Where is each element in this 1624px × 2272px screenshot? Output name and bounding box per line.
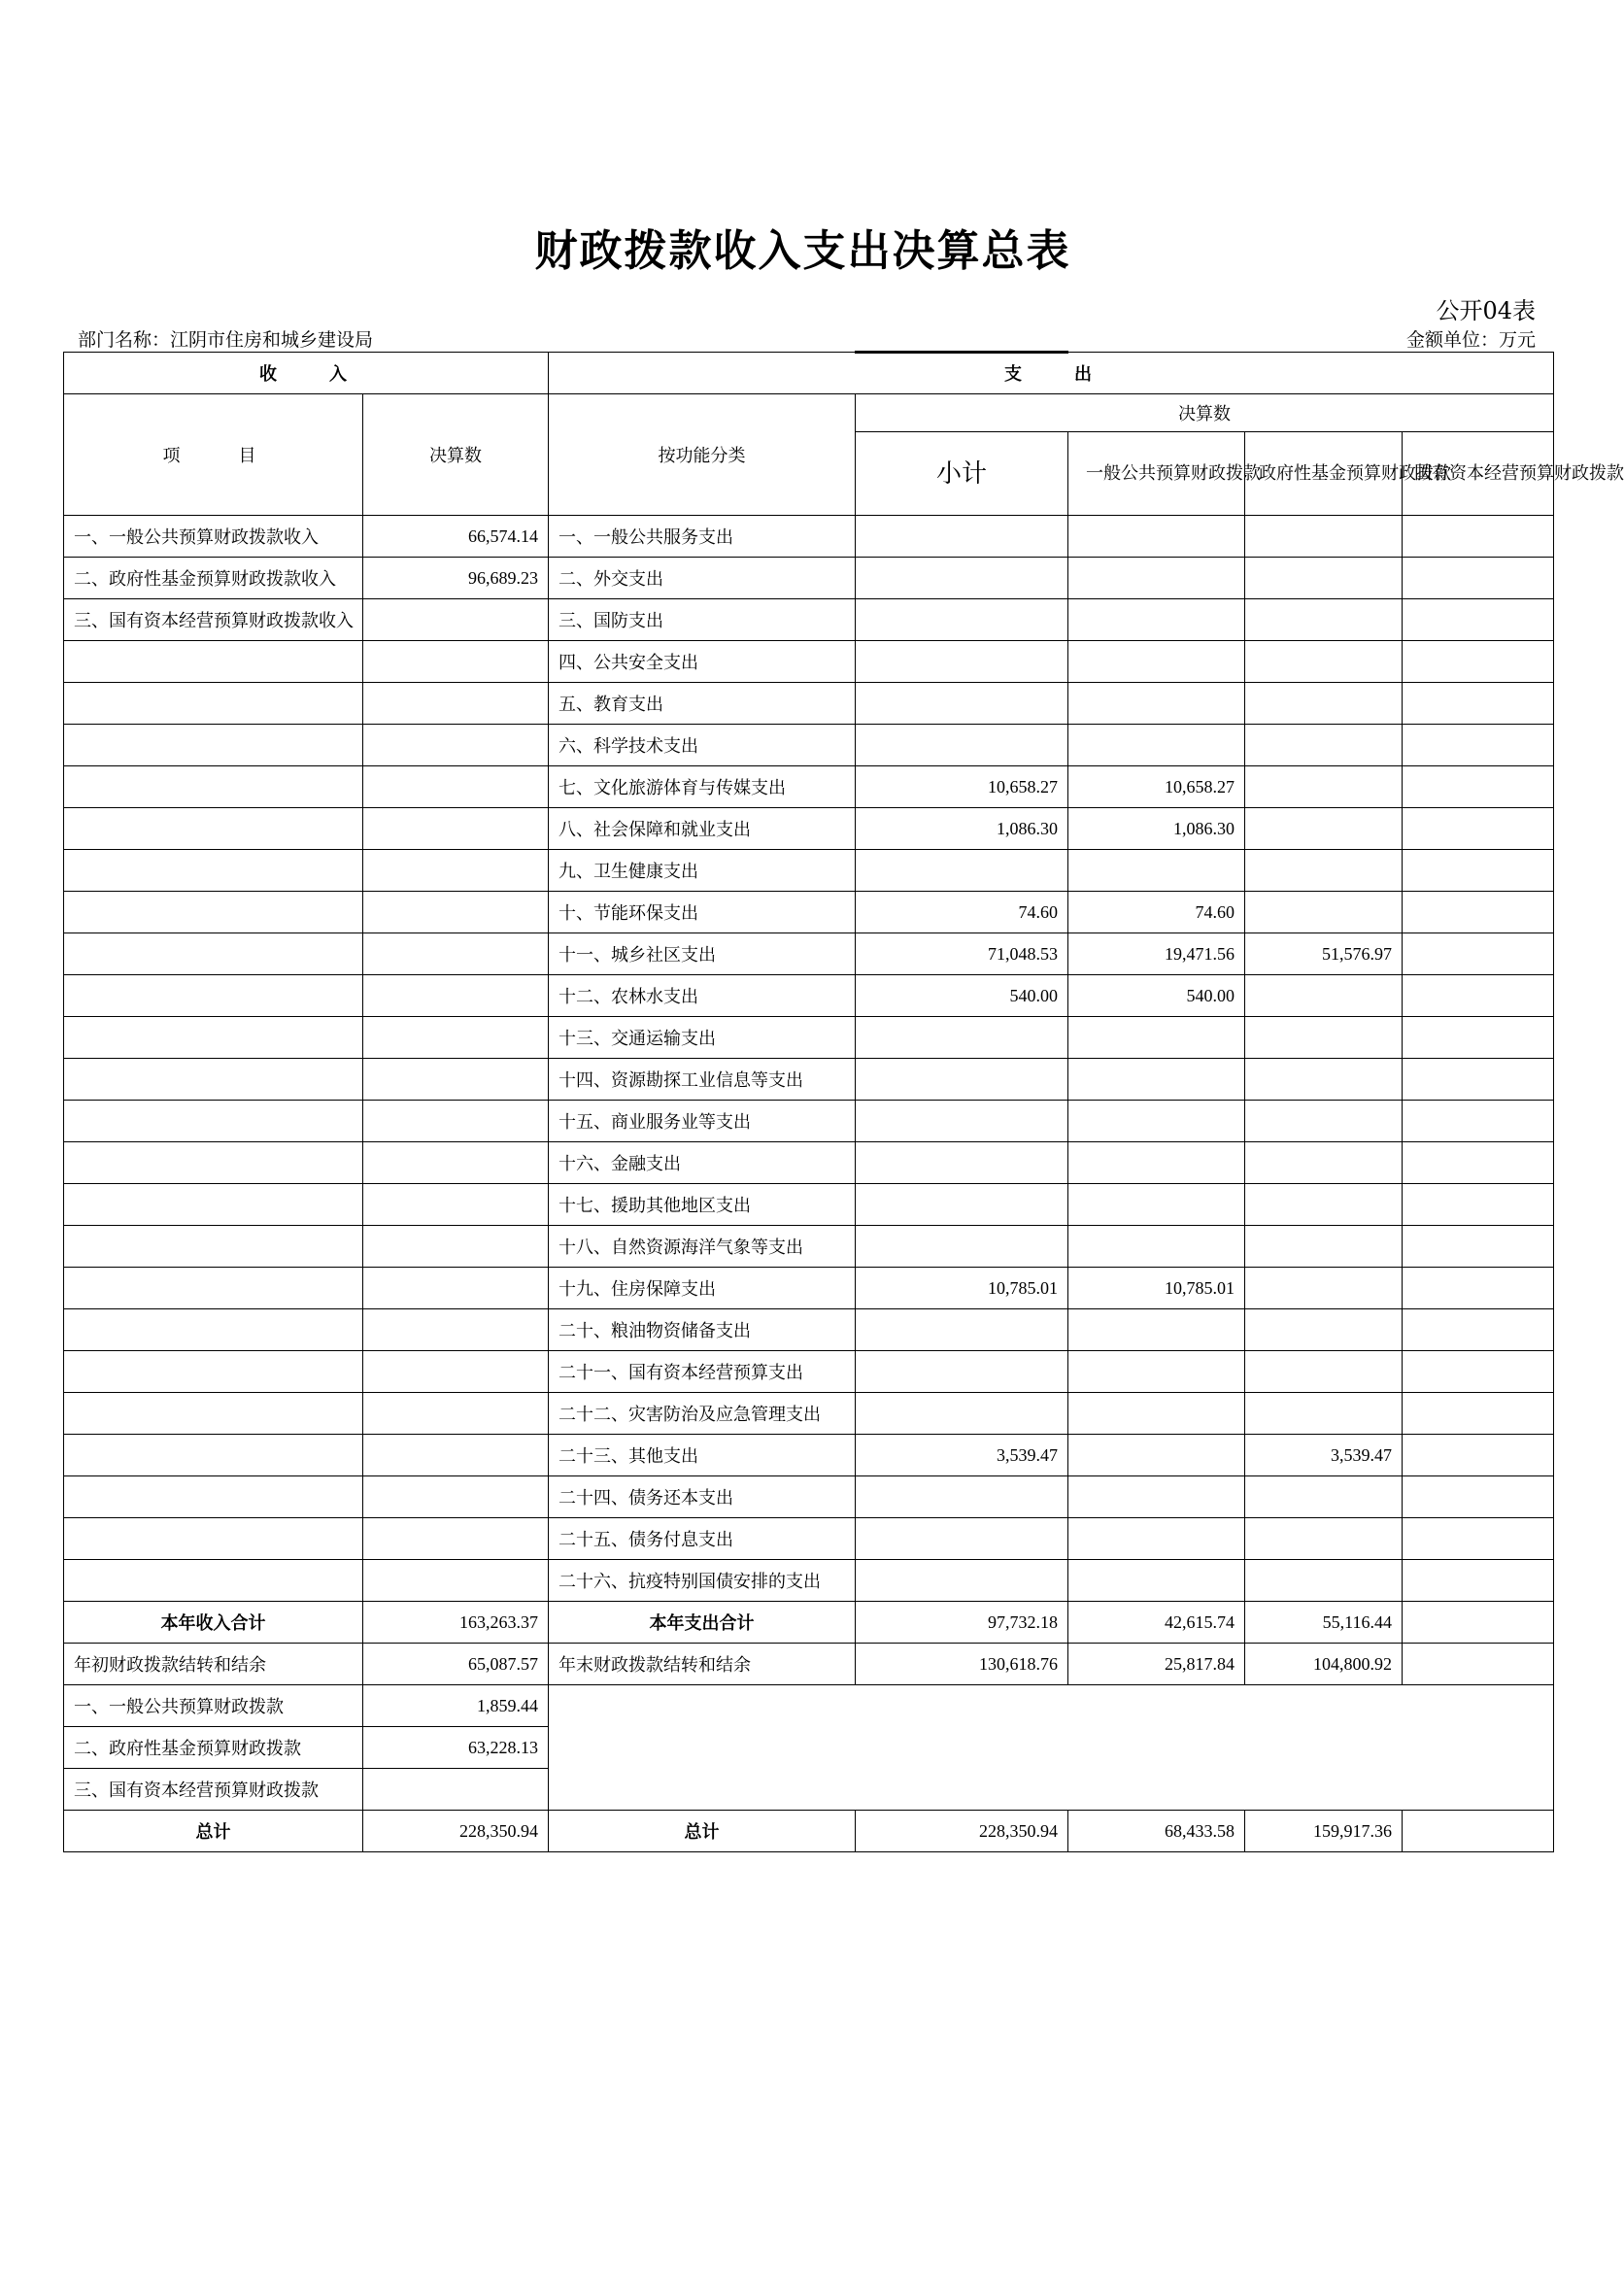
expense-subtotal — [856, 1518, 1068, 1560]
expense-capital — [1403, 1518, 1554, 1560]
page-title: 财政拨款收入支出决算总表 — [534, 226, 1071, 276]
income-amount — [363, 1184, 549, 1226]
expense-fund — [1245, 766, 1403, 808]
expense-capital — [1403, 725, 1554, 766]
expense-subtotal — [856, 1142, 1068, 1184]
amount-unit: 金额单位：万元 — [1405, 329, 1536, 351]
expense-subtotal — [856, 1059, 1068, 1101]
table-row — [64, 725, 1554, 766]
expense-total-label: 本年支出合计 — [549, 1602, 856, 1644]
expense-capital — [1403, 683, 1554, 725]
expense-fund: 51,576.97 — [1245, 933, 1403, 975]
table-row — [64, 1518, 1554, 1560]
expense-item: 八、社会保障和就业支出 — [549, 808, 856, 850]
table-row — [64, 683, 1554, 725]
carry-out-fund: 104,800.92 — [1245, 1644, 1403, 1685]
expense-item: 十九、住房保障支出 — [549, 1268, 856, 1309]
expense-capital — [1403, 766, 1554, 808]
general-budget-header: 一般公共预算财政拨款 — [1068, 432, 1245, 516]
income-item: 二、政府性基金预算财政拨款收入 — [64, 558, 363, 599]
expense-general — [1068, 1393, 1245, 1435]
expense-general — [1068, 1101, 1245, 1142]
expense-subtotal — [856, 1226, 1068, 1268]
state-capital-header: 国有资本经营预算财政拨款 — [1403, 432, 1554, 516]
table-row — [64, 641, 1554, 683]
expense-item: 十六、金融支出 — [549, 1142, 856, 1184]
table-row — [64, 850, 1554, 892]
expense-capital — [1403, 1059, 1554, 1101]
expense-capital — [1403, 1393, 1554, 1435]
income-amount — [363, 1393, 549, 1435]
expense-capital — [1403, 1142, 1554, 1184]
table-row — [64, 1017, 1554, 1059]
income-item: 一、一般公共预算财政拨款收入 — [64, 516, 363, 558]
carry-out-capital — [1403, 1644, 1554, 1685]
annual-total-row — [64, 1602, 1554, 1644]
expense-general: 540.00 — [1068, 975, 1245, 1017]
expense-item: 十八、自然资源海洋气象等支出 — [549, 1226, 856, 1268]
expense-subtotal — [856, 850, 1068, 892]
grand-total-row — [64, 1811, 1554, 1852]
expense-general — [1068, 1309, 1245, 1351]
income-item — [64, 683, 363, 725]
expense-capital — [1403, 1017, 1554, 1059]
income-item — [64, 1351, 363, 1393]
expense-item: 十二、农林水支出 — [549, 975, 856, 1017]
expense-fund — [1245, 1017, 1403, 1059]
expense-capital — [1403, 516, 1554, 558]
carry-out-subtotal: 130,618.76 — [856, 1644, 1068, 1685]
expense-subtotal: 10,658.27 — [856, 766, 1068, 808]
gov-fund-header: 政府性基金预算财政拨款 — [1245, 432, 1403, 516]
expense-general — [1068, 683, 1245, 725]
expense-capital — [1403, 1101, 1554, 1142]
expense-general — [1068, 1017, 1245, 1059]
income-item — [64, 1142, 363, 1184]
carry-in-value: 65,087.57 — [363, 1644, 549, 1685]
expense-fund — [1245, 1351, 1403, 1393]
expense-fund — [1245, 1059, 1403, 1101]
income-item — [64, 1226, 363, 1268]
expense-total-general: 42,615.74 — [1068, 1602, 1245, 1644]
income-item — [64, 1476, 363, 1518]
ci-capital-label: 三、国有资本经营预算财政拨款 — [64, 1769, 363, 1811]
income-amount — [363, 892, 549, 933]
expense-fund — [1245, 1393, 1403, 1435]
income-amount — [363, 975, 549, 1017]
expense-subtotal — [856, 1017, 1068, 1059]
form-code: 公开04表 — [1436, 297, 1536, 324]
expense-subtotal — [856, 599, 1068, 641]
expense-capital — [1403, 808, 1554, 850]
expense-general — [1068, 1435, 1245, 1476]
expense-general: 74.60 — [1068, 892, 1245, 933]
income-amount — [363, 1476, 549, 1518]
item-header: 项 目 — [64, 394, 363, 516]
expense-fund — [1245, 683, 1403, 725]
income-amount — [363, 1351, 549, 1393]
expense-fund — [1245, 975, 1403, 1017]
department-name: 部门名称：江阴市住房和城乡建设局 — [78, 329, 374, 351]
expense-fund: 3,539.47 — [1245, 1435, 1403, 1476]
table-row — [64, 1101, 1554, 1142]
expense-general — [1068, 850, 1245, 892]
carry-in-label: 年初财政拨款结转和结余 — [64, 1644, 363, 1685]
subtotal-header: 小计 — [856, 432, 1068, 516]
expense-capital — [1403, 1476, 1554, 1518]
income-amount — [363, 1435, 549, 1476]
expense-fund — [1245, 516, 1403, 558]
expense-subtotal: 1,086.30 — [856, 808, 1068, 850]
income-item — [64, 1184, 363, 1226]
header-row-sub — [64, 394, 1554, 432]
budget-summary-table — [63, 352, 1624, 1852]
income-amount — [363, 1059, 549, 1101]
expense-item: 五、教育支出 — [549, 683, 856, 725]
expense-header: 支 出 — [549, 353, 1554, 394]
expense-general — [1068, 725, 1245, 766]
table-row — [64, 1560, 1554, 1602]
expense-subtotal — [856, 1184, 1068, 1226]
expense-fund — [1245, 1184, 1403, 1226]
income-amount — [363, 641, 549, 683]
expense-general — [1068, 1142, 1245, 1184]
table-row — [64, 516, 1554, 558]
income-amount — [363, 766, 549, 808]
income-item: 三、国有资本经营预算财政拨款收入 — [64, 599, 363, 641]
income-amount — [363, 1017, 549, 1059]
expense-item: 十、节能环保支出 — [549, 892, 856, 933]
expense-general — [1068, 641, 1245, 683]
income-item — [64, 766, 363, 808]
expense-capital — [1403, 975, 1554, 1017]
ci-general-label: 一、一般公共预算财政拨款 — [64, 1685, 363, 1727]
income-amount — [363, 599, 549, 641]
expense-subtotal — [856, 641, 1068, 683]
income-item — [64, 1017, 363, 1059]
expense-item: 二、外交支出 — [549, 558, 856, 599]
income-item — [64, 1268, 363, 1309]
income-item — [64, 1518, 363, 1560]
expense-general: 1,086.30 — [1068, 808, 1245, 850]
function-header: 按功能分类 — [549, 394, 856, 516]
ci-capital-value — [363, 1769, 549, 1811]
expense-subtotal — [856, 1309, 1068, 1351]
income-item — [64, 892, 363, 933]
income-item — [64, 725, 363, 766]
expense-subtotal — [856, 558, 1068, 599]
expense-fund — [1245, 850, 1403, 892]
table-row — [64, 1059, 1554, 1101]
expense-subtotal — [856, 725, 1068, 766]
expense-item: 四、公共安全支出 — [549, 641, 856, 683]
carryover-row — [64, 1644, 1554, 1685]
income-item — [64, 1059, 363, 1101]
expense-capital — [1403, 1268, 1554, 1309]
expense-fund — [1245, 725, 1403, 766]
income-total-label: 本年收入合计 — [64, 1602, 363, 1644]
carry-out-general: 25,817.84 — [1068, 1644, 1245, 1685]
expense-general: 10,785.01 — [1068, 1268, 1245, 1309]
expense-subtotal — [856, 1393, 1068, 1435]
expense-item: 二十二、灾害防治及应急管理支出 — [549, 1393, 856, 1435]
expense-subtotal: 3,539.47 — [856, 1435, 1068, 1476]
expense-capital — [1403, 1351, 1554, 1393]
expense-subtotal: 10,785.01 — [856, 1268, 1068, 1309]
expense-general — [1068, 1476, 1245, 1518]
income-amount — [363, 1309, 549, 1351]
expense-capital — [1403, 558, 1554, 599]
grand-total-subtotal: 228,350.94 — [856, 1811, 1068, 1852]
expense-general — [1068, 558, 1245, 599]
ci-fund-label: 二、政府性基金预算财政拨款 — [64, 1727, 363, 1769]
expense-capital — [1403, 933, 1554, 975]
carry-in-general-row — [64, 1685, 1554, 1727]
expense-fund — [1245, 892, 1403, 933]
expense-item: 三、国防支出 — [549, 599, 856, 641]
carry-in-blank — [549, 1685, 1554, 1811]
income-item — [64, 1309, 363, 1351]
amount-header: 决算数 — [363, 394, 549, 516]
grand-total-fund: 159,917.36 — [1245, 1811, 1403, 1852]
table-row — [64, 766, 1554, 808]
expense-subtotal: 74.60 — [856, 892, 1068, 933]
expense-item: 二十四、债务还本支出 — [549, 1476, 856, 1518]
header-row-main — [64, 353, 1554, 394]
expense-general — [1068, 1059, 1245, 1101]
table-row — [64, 975, 1554, 1017]
expense-fund — [1245, 1476, 1403, 1518]
expense-item: 一、一般公共服务支出 — [549, 516, 856, 558]
grand-total-income-label: 总计 — [64, 1811, 363, 1852]
income-amount — [363, 933, 549, 975]
grand-total-expense-label: 总计 — [549, 1811, 856, 1852]
income-amount: 96,689.23 — [363, 558, 549, 599]
expense-subtotal — [856, 1351, 1068, 1393]
expense-capital — [1403, 892, 1554, 933]
expense-general — [1068, 1560, 1245, 1602]
expense-item: 七、文化旅游体育与传媒支出 — [549, 766, 856, 808]
expense-capital — [1403, 641, 1554, 683]
expense-item: 九、卫生健康支出 — [549, 850, 856, 892]
expense-total-capital — [1403, 1602, 1554, 1644]
income-amount — [363, 1518, 549, 1560]
income-amount — [363, 1268, 549, 1309]
carry-out-label: 年末财政拨款结转和结余 — [549, 1644, 856, 1685]
expense-item: 十一、城乡社区支出 — [549, 933, 856, 975]
income-amount — [363, 1142, 549, 1184]
income-amount — [363, 1101, 549, 1142]
expense-fund — [1245, 641, 1403, 683]
expense-subtotal: 540.00 — [856, 975, 1068, 1017]
table-row — [64, 1476, 1554, 1518]
expense-item: 二十六、抗疫特别国债安排的支出 — [549, 1560, 856, 1602]
expense-fund — [1245, 808, 1403, 850]
table-row — [64, 1268, 1554, 1309]
table-row — [64, 1393, 1554, 1435]
expense-fund — [1245, 1268, 1403, 1309]
income-item — [64, 808, 363, 850]
income-item — [64, 1560, 363, 1602]
income-item — [64, 1435, 363, 1476]
expense-capital — [1403, 1560, 1554, 1602]
grand-total-general: 68,433.58 — [1068, 1811, 1245, 1852]
expense-general — [1068, 1184, 1245, 1226]
expense-general — [1068, 599, 1245, 641]
table-row — [64, 1184, 1554, 1226]
income-amount: 66,574.14 — [363, 516, 549, 558]
expense-subtotal — [856, 516, 1068, 558]
table-row — [64, 933, 1554, 975]
expense-capital — [1403, 599, 1554, 641]
expense-fund — [1245, 1226, 1403, 1268]
expense-capital — [1403, 1435, 1554, 1476]
expense-subtotal — [856, 1560, 1068, 1602]
table-row — [64, 599, 1554, 641]
expense-item: 二十五、债务付息支出 — [549, 1518, 856, 1560]
income-item — [64, 1393, 363, 1435]
income-amount — [363, 1226, 549, 1268]
income-item — [64, 933, 363, 975]
grand-total-capital — [1403, 1811, 1554, 1852]
table-row — [64, 892, 1554, 933]
final-amount-header: 决算数 — [856, 394, 1554, 432]
table-row — [64, 1142, 1554, 1184]
expense-fund — [1245, 1518, 1403, 1560]
expense-subtotal — [856, 683, 1068, 725]
expense-fund — [1245, 599, 1403, 641]
grand-total-income: 228,350.94 — [363, 1811, 549, 1852]
expense-item: 二十三、其他支出 — [549, 1435, 856, 1476]
expense-fund — [1245, 558, 1403, 599]
expense-item: 二十、粮油物资储备支出 — [549, 1309, 856, 1351]
expense-general — [1068, 516, 1245, 558]
table-row — [64, 558, 1554, 599]
expense-subtotal — [856, 1476, 1068, 1518]
income-header: 收 入 — [64, 353, 549, 394]
expense-item: 十七、援助其他地区支出 — [549, 1184, 856, 1226]
expense-item: 十四、资源勘探工业信息等支出 — [549, 1059, 856, 1101]
income-item — [64, 1101, 363, 1142]
expense-general — [1068, 1518, 1245, 1560]
ci-fund-value: 63,228.13 — [363, 1727, 549, 1769]
income-amount — [363, 850, 549, 892]
income-item — [64, 641, 363, 683]
ci-general-value: 1,859.44 — [363, 1685, 549, 1727]
expense-capital — [1403, 1184, 1554, 1226]
expense-general: 10,658.27 — [1068, 766, 1245, 808]
expense-capital — [1403, 850, 1554, 892]
income-amount — [363, 683, 549, 725]
income-amount — [363, 725, 549, 766]
table-row — [64, 808, 1554, 850]
expense-total-subtotal: 97,732.18 — [856, 1602, 1068, 1644]
expense-general: 19,471.56 — [1068, 933, 1245, 975]
expense-item: 六、科学技术支出 — [549, 725, 856, 766]
income-item — [64, 975, 363, 1017]
expense-capital — [1403, 1226, 1554, 1268]
table-row — [64, 1226, 1554, 1268]
table-row — [64, 1351, 1554, 1393]
expense-item: 二十一、国有资本经营预算支出 — [549, 1351, 856, 1393]
income-amount — [363, 1560, 549, 1602]
expense-general — [1068, 1351, 1245, 1393]
expense-item: 十五、商业服务业等支出 — [549, 1101, 856, 1142]
expense-general — [1068, 1226, 1245, 1268]
table-row — [64, 1435, 1554, 1476]
expense-fund — [1245, 1309, 1403, 1351]
income-total-value: 163,263.37 — [363, 1602, 549, 1644]
expense-fund — [1245, 1142, 1403, 1184]
expense-fund — [1245, 1560, 1403, 1602]
expense-total-fund: 55,116.44 — [1245, 1602, 1403, 1644]
expense-capital — [1403, 1309, 1554, 1351]
income-item — [64, 850, 363, 892]
expense-fund — [1245, 1101, 1403, 1142]
income-amount — [363, 808, 549, 850]
expense-item: 十三、交通运输支出 — [549, 1017, 856, 1059]
table-row — [64, 1309, 1554, 1351]
expense-subtotal — [856, 1101, 1068, 1142]
expense-subtotal: 71,048.53 — [856, 933, 1068, 975]
